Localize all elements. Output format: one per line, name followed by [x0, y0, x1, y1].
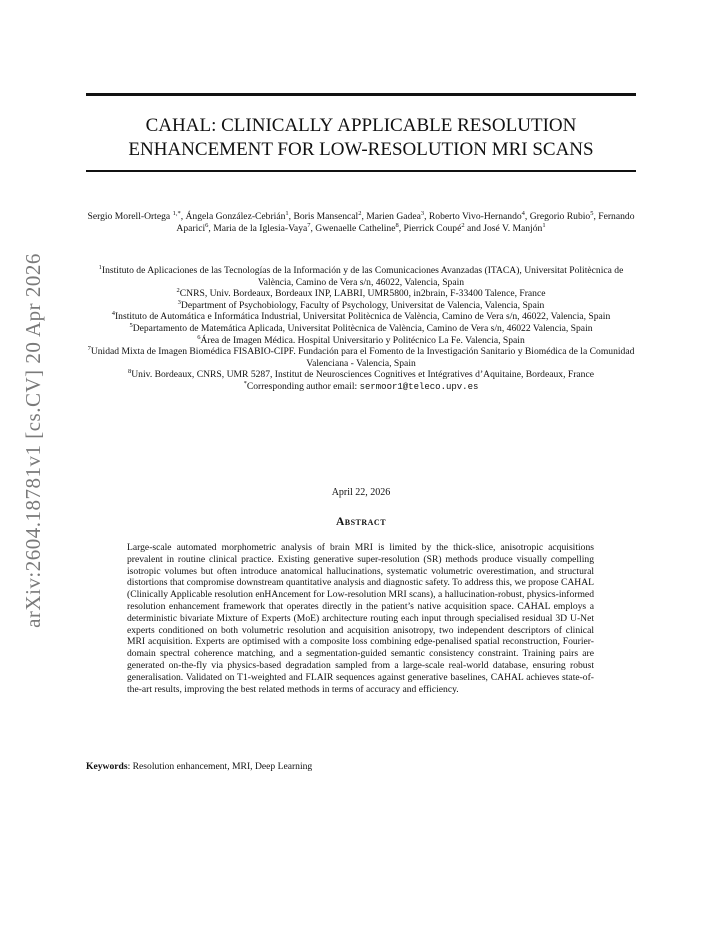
title-bottom-rule — [86, 170, 636, 172]
affiliation-mark: 4 — [111, 310, 115, 318]
affiliation — [86, 323, 636, 335]
title-text-part: A — [337, 115, 351, 136]
abstract-heading: Abstract — [335, 516, 387, 528]
author-name: Roberto Vivo-Hernando — [428, 211, 522, 222]
title-line-2 — [86, 138, 636, 162]
title-line-1 — [86, 114, 636, 138]
publication-date: April 22, 2026 — [331, 487, 391, 498]
affiliation — [86, 335, 636, 347]
author-affil-mark: 1,* — [172, 210, 181, 217]
affiliation-text: Departamento de Matemática Aplicada, Universitat Politècnica de València, Camino de Vera s/n, 46022 Valencia, Spain — [132, 322, 593, 334]
corresponding-author — [86, 381, 636, 394]
author — [429, 211, 525, 222]
author — [87, 211, 180, 222]
author — [315, 223, 398, 234]
keywords — [86, 761, 636, 773]
author-affil-mark: 3 — [420, 210, 425, 217]
author-name: Gregorio Rubio — [529, 211, 591, 222]
author-name: Ángela González-Cebrián — [185, 211, 286, 222]
author-name: Gwenaelle Catheline — [315, 223, 396, 234]
author — [186, 211, 289, 222]
author-name: Boris Mansencal — [293, 211, 359, 222]
affiliation-text: CNRS, Univ. Bordeaux, Bordeaux INP, LABRI, UMR5800, in2brain, F-33400 Talence, France — [179, 288, 546, 300]
affiliation-mark: 2 — [176, 287, 180, 295]
paper-title — [86, 114, 636, 162]
author-name: Marien Gadea — [366, 211, 421, 222]
author-name: Maria de la Iglesia-Vaya — [213, 223, 308, 234]
affiliation — [86, 311, 636, 323]
title-text-part: LINICALLY — [233, 115, 338, 136]
author-affil-mark: 4 — [521, 210, 525, 217]
affiliation-text: Unidad Mixta de Imagen Biomédica FISABIO-CIPF. Fundación para el Fomento de la Investigación Sanitario y Biomédica de la Comunidad Valenciana - Valencia, Spain — [90, 346, 635, 369]
title-text-part: NCEMENT FOR — [181, 139, 320, 160]
title-text-part: PPLICABLE RESOLUTION — [350, 115, 577, 136]
author-affil-mark: 2 — [461, 222, 465, 229]
author-affil-mark: 1 — [542, 222, 546, 229]
author-affil-mark: 5 — [590, 210, 594, 217]
corresponding-mark: * — [243, 379, 247, 387]
author — [213, 223, 310, 234]
author-affil-mark: 1 — [285, 210, 289, 217]
author-affil-mark: 7 — [307, 222, 311, 229]
abstract-body: Large-scale automated morphometric analysis of brain MRI is limited by the thick-slice, anisotropic acquisitions prevalent in routine clinical practice. Existing generative super-resolution (SR) methods produce visually compelling isotropic volumes but often introduce anatomical hallucinations, systematic volumetric overestimation, and structural distortions that compromise downstream quantitative analysis and diagnostic safety. To address this, we propose CAHAL (Clinically Applicable resolution enHAncement for Low-resolution MRI scans), a hallucination-robust, physics-informed resolution enhancement framework that operates directly in the patient’s native acquisition space. CAHAL employs a deterministic bivariate Mixture of Experts (MoE) architecture routing each input through specialised residual 3D U-Net experts conditioned on both volumetric resolution and acquisition anisotropy, two independent descriptors of clinical MRI acquisition. Experts are optimised with a composite loss combining edge-penalised spatial reconstruction, Fourier-domain spectral coherence matching, and a segmentation-guided semantic consistency constraint. Training pairs are generated on-the-fly via physics-based degradation sampled from a large-scale real-world database, ensuring robust generalisation. Validated on T1-weighted and FLAIR sequences against generative baselines, CAHAL achieves state-of-the-art results, improving the best related methods in terms of accuracy and efficiency. — [127, 542, 594, 695]
author — [483, 223, 545, 234]
author-name: José V. Manjón — [483, 223, 543, 234]
author-name: Pierrick Coupé — [403, 223, 462, 234]
author — [293, 211, 361, 222]
affiliation-mark: 1 — [98, 264, 102, 271]
affiliation — [86, 265, 636, 288]
affiliation-mark: 7 — [87, 345, 91, 353]
author — [366, 211, 424, 222]
author-affil-mark: 8 — [395, 222, 399, 229]
author-name: Fernando Aparici — [176, 211, 635, 234]
title-text-part: L — [319, 139, 331, 160]
affiliation-mark: 6 — [197, 333, 201, 341]
author-name: Sergio Morell-Ortega — [87, 211, 171, 222]
affiliation — [86, 288, 636, 300]
title-text-part: EN — [128, 139, 154, 160]
affiliation — [86, 369, 636, 381]
author-affil-mark: 2 — [358, 210, 362, 217]
title-text-part: CAHAL: C — [145, 115, 234, 136]
title-text-part: SCANS — [532, 139, 594, 160]
affiliation-mark: 3 — [177, 298, 181, 306]
title-top-rule — [86, 93, 636, 96]
author-list: Sergio Morell-Ortega $^{1,*}$, Ángela González-Cebrián$^1$, Boris Mansencal$^2$, Marien Gadea$^3$, Roberto Vivo-Hernando$^4$, Gregorio Rubio$^5$, Fernando Aparici$^6$, Maria de la Iglesia-Vaya$^7$, Gwenaelle Catheline$^8$, Pierrick Coupé$^2$ and José V. Manjón$^1$ — [87, 210, 635, 234]
affiliation — [86, 300, 636, 312]
affiliation-text: Department of Psychobiology, Faculty of Psychology, Universitat de Valencia, Valencia, Spain — [180, 299, 545, 311]
author — [530, 211, 594, 222]
author-affil-mark: 6 — [205, 222, 209, 229]
affiliation-text: Univ. Bordeaux, CNRS, UMR 5287, Institut de Neurosciences Cognitives et Intégratives d’Aquitaine, Bordeaux, France — [131, 369, 594, 381]
affiliation-text: Instituto de Aplicaciones de las Tecnologías de la Información y de las Comunicaciones Avanzadas (ITACA), Universitat Politècnica de València, Camino de Vera s/n, 46022, Valencia, Spain — [101, 265, 624, 288]
arxiv-identifier-stamp — [18, 252, 48, 628]
author — [404, 223, 465, 234]
affiliation-mark: 8 — [128, 368, 132, 376]
title-text-part: MRI — [491, 139, 533, 160]
affiliation-text: Área de Imagen Médica. Hospital Universitario y Politécnico La Fe. Valencia, Spain — [200, 334, 525, 346]
affiliation-mark: 5 — [129, 321, 133, 329]
title-text-part: OW-RESOLUTION — [330, 139, 492, 160]
corresponding-email[interactable]: sermoor1@teleco.upv.es — [359, 381, 479, 392]
affiliation — [86, 346, 636, 369]
keywords-label: Keywords — [86, 761, 128, 772]
corresponding-label: Corresponding author email: — [246, 380, 360, 392]
title-text-part: HA — [153, 139, 182, 160]
affiliation-list — [86, 265, 636, 394]
keywords-text: : Resolution enhancement, MRI, Deep Learning — [127, 761, 313, 772]
affiliation-text: Instituto de Automática e Informática Industrial, Universitat Politècnica de València, Camino de Vera s/n, 46022, Valencia, Spain — [114, 311, 611, 323]
arxiv-id-text: arXiv:2604.18781v1 [cs.CV] 20 Apr 2026 — [20, 252, 45, 628]
